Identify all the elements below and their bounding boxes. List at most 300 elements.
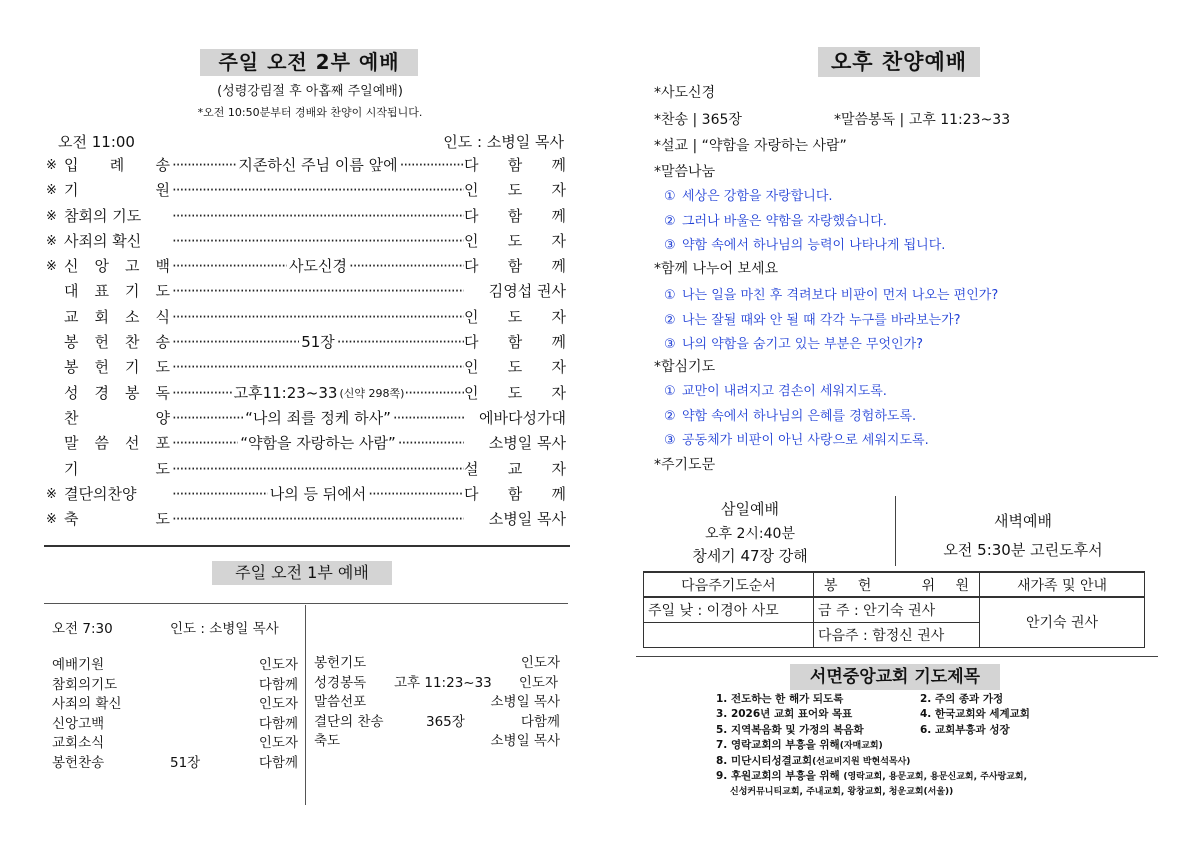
creed: *사도신경 <box>654 85 716 101</box>
duty-header-char: 봉 <box>824 577 838 594</box>
item-leader: 다함께 <box>258 715 298 732</box>
order-item-name <box>64 381 170 406</box>
item-leader: 소병일 목사 <box>490 733 560 749</box>
item-name: 예배기원 <box>52 657 105 673</box>
order-item-content <box>172 178 464 203</box>
order-item-content <box>172 406 464 431</box>
prayer_items-item <box>664 380 1164 405</box>
prayer-topics <box>716 692 1146 800</box>
duty-header-prayer: 다음주기도순서 <box>644 572 814 597</box>
item-text: 교만이 내려지고 겸손이 세워지도록. <box>682 384 887 399</box>
prayer-topic-row <box>716 707 1146 722</box>
order-row <box>46 279 570 304</box>
order-item-char: 회 <box>94 307 109 326</box>
order-item-char: 표 <box>94 282 109 301</box>
order-row <box>46 457 570 482</box>
item-text: 나는 잘될 때와 안 될 때 각각 누구를 바라보는가? <box>682 312 961 328</box>
prayer-topic-row <box>716 738 1146 753</box>
duty-header-guide: 새가족 및 안내 <box>980 572 1145 597</box>
discuss-title: *함께 나누어 보세요 <box>654 261 779 277</box>
order-item-content <box>172 305 464 330</box>
discuss_items-item <box>664 309 1164 334</box>
wednesday-service <box>650 498 850 566</box>
order-item-char: 도 <box>155 459 170 478</box>
item-leader: 소병일 목사 <box>490 694 560 710</box>
wednesday-time: 오후 2시:40분 <box>705 526 795 542</box>
leader-text: 께 <box>551 484 566 503</box>
prayer-items <box>664 380 1164 454</box>
offering-this-week: 금 주 : 안기숙 권사 <box>814 597 980 622</box>
prayer-topic: 8. 미단시티성결교회 <box>716 754 813 767</box>
discuss-list <box>664 284 1164 358</box>
leader-dots <box>172 507 464 532</box>
leader-text: 다 <box>464 156 479 174</box>
order-row <box>46 482 570 507</box>
prayer-topic-note: (자매교회) <box>839 741 883 752</box>
hymn: *찬송 | 365장 <box>654 112 742 128</box>
order-item-char: 입 <box>64 156 79 174</box>
leader-text: 다 <box>464 333 479 352</box>
item-name: 봉헌기도 <box>314 655 367 671</box>
order-item-name <box>64 431 170 456</box>
first-service-row <box>52 653 300 673</box>
order-item-leader <box>464 279 566 304</box>
item-leader: 인도자 <box>258 735 298 751</box>
circled-number: ② <box>664 213 676 229</box>
leader-text: 함 <box>507 257 523 276</box>
leader-dots <box>393 406 464 431</box>
prayer-topic: 3. 2026년 교회 표어와 목표 <box>716 708 853 721</box>
offering-next-week: 다음주 : 함정신 권사 <box>814 622 980 647</box>
order-item-name <box>64 330 170 355</box>
leader-text: 소병일 목사 <box>488 510 566 529</box>
order-item-char: 앙 <box>94 257 109 276</box>
duty-header-row <box>644 572 1145 597</box>
share-title: *말씀나눔 <box>654 164 716 180</box>
prayer_items-item <box>664 429 1164 454</box>
order-item-content <box>172 482 464 507</box>
afternoon-service-title: 오후 찬양예배 <box>818 47 980 77</box>
leader-dots <box>172 355 464 380</box>
leader-dots <box>398 431 464 456</box>
leader-text: 께 <box>551 257 566 276</box>
share_items-item <box>664 185 1164 210</box>
item-detail: 고후 11:23~33 <box>394 674 492 691</box>
item-leader: 인도자 <box>518 674 558 691</box>
order-item-char: 독 <box>155 383 170 402</box>
order-item-char: 찬 <box>125 333 140 352</box>
dawn-text: 오전 5:30분 고린도후서 <box>943 541 1103 559</box>
circled-number: ② <box>664 312 676 328</box>
order-item-char: 백 <box>155 257 170 276</box>
prayer-topic: 6. 교회부흥과 성장 <box>920 723 1010 736</box>
leader-text: 께 <box>551 206 566 225</box>
prayer-topic: 4. 한국교회와 세계교회 <box>920 708 1030 721</box>
order-item-text: 사도신경 <box>289 257 347 276</box>
order-item-char: 교 <box>64 307 79 326</box>
item-leader: 인도자 <box>520 655 560 671</box>
leader-dots <box>349 254 464 279</box>
first-service-row <box>314 671 560 691</box>
circled-number: ① <box>664 384 676 399</box>
prayer-topic: 1. 전도하는 한 해가 되도록 <box>716 693 844 705</box>
leader-dots <box>172 381 232 406</box>
duty-row <box>644 597 1145 622</box>
first-service-row <box>52 712 300 732</box>
circled-number: ① <box>664 189 676 204</box>
share-list <box>664 185 1164 259</box>
leader-text: 도 <box>507 307 523 326</box>
item-leader: 인도자 <box>258 657 298 673</box>
order-item-leader <box>464 457 566 482</box>
leader-text: 인 <box>464 181 479 200</box>
next-week-prayer: 주일 낮 : 이경아 사모 <box>644 597 814 622</box>
order-item-char: 결단의찬양 <box>64 484 137 503</box>
order-item-text: “나의 죄를 정케 하사” <box>245 408 391 427</box>
hymn-reading-row <box>654 109 1154 129</box>
duty-header-offering <box>814 572 980 597</box>
prayer-title: *합심기도 <box>654 359 716 375</box>
item-detail: 365장 <box>426 713 465 730</box>
guide-name: 안기숙 권사 <box>980 597 1145 647</box>
order-item-content <box>172 457 464 482</box>
first-service-row <box>52 731 300 751</box>
duty-table <box>643 571 1145 648</box>
order-item-content <box>172 431 464 456</box>
leader-text: 함 <box>507 156 523 174</box>
order-item-text: “약함을 자랑하는 사람” <box>240 434 396 453</box>
leader-text: 다 <box>464 257 479 276</box>
leader-text: 자 <box>551 358 566 377</box>
order-row <box>46 330 570 355</box>
leader-dots <box>172 482 268 507</box>
leader-dots <box>400 153 464 178</box>
prayer-list-title: 서면중앙교회 기도제목 <box>790 664 1000 690</box>
order-item-name <box>64 254 170 279</box>
share_items-item <box>664 210 1164 235</box>
order-row <box>46 178 570 203</box>
order-item-name <box>64 507 170 532</box>
first-service-row <box>52 692 300 712</box>
leader-text: 자 <box>551 383 566 402</box>
leader-text: 김영섭 권사 <box>488 282 566 301</box>
order-item-char: 헌 <box>94 333 109 352</box>
order-item-name <box>64 229 170 254</box>
leader-text: 다 <box>464 484 479 503</box>
order-item-name <box>64 482 170 507</box>
leader-text: 인 <box>464 231 479 250</box>
order-item-leader <box>464 330 566 355</box>
prayer-topic-row <box>716 723 1146 738</box>
item-detail: 51장 <box>170 754 201 771</box>
first-service-leader: 인도 : 소병일 목사 <box>170 621 279 637</box>
leader-text: 설 <box>464 459 479 478</box>
order-item-name <box>64 457 170 482</box>
leader-text: 자 <box>551 307 566 326</box>
order-item-content <box>172 355 464 380</box>
wednesday-text: 창세기 47장 강해 <box>692 547 808 565</box>
leader-text: 다 <box>464 206 479 225</box>
first-service-row <box>52 673 300 693</box>
item-text: 나는 일을 마친 후 격려보다 비판이 먼저 나오는 편인가? <box>682 288 999 303</box>
circled-number: ③ <box>664 238 676 253</box>
first-service-row <box>314 729 560 749</box>
order-item-char: 봉 <box>125 383 140 402</box>
order-item-name <box>64 305 170 330</box>
order-item-char: 송 <box>155 156 170 174</box>
order-item-leader <box>464 153 566 178</box>
dawn-service <box>908 510 1138 560</box>
circled-number: ② <box>664 408 676 424</box>
item-leader: 다함께 <box>520 713 560 730</box>
order-item-name <box>64 355 170 380</box>
duty-header-char: 위 <box>921 577 936 594</box>
order-row <box>46 431 570 456</box>
order-item-char: 씀 <box>94 434 109 453</box>
order-row <box>46 305 570 330</box>
order-item-leader <box>464 254 566 279</box>
prayer_items-item <box>664 405 1164 430</box>
order-item-leader <box>464 406 566 431</box>
item-text: 나의 약함을 숨기고 있는 부분은 무엇인가? <box>682 337 924 352</box>
sermon: *설교 | “약함을 자랑하는 사람” <box>654 138 847 154</box>
circled-number: ① <box>664 288 676 303</box>
leader-text: 교 <box>507 459 523 478</box>
order-item-content <box>172 153 464 178</box>
item-name: 결단의 찬송 <box>314 713 384 730</box>
order-item-name <box>64 178 170 203</box>
order-item-name <box>64 204 170 229</box>
leader-dots <box>368 482 464 507</box>
order-item-char: 기 <box>64 459 79 478</box>
prayer-topic: 5. 지역복음화 및 가정의 복음화 <box>716 723 864 736</box>
order-item-text: 고후11:23~33 <box>233 383 338 402</box>
order-item-text: 51장 <box>301 333 335 352</box>
order-item-char: 대 <box>64 282 79 301</box>
circled-number: ③ <box>664 337 676 352</box>
order-item-char: 기 <box>125 282 140 301</box>
item-name: 축도 <box>314 733 341 749</box>
order-item-char: 경 <box>94 383 109 402</box>
order-item-content <box>172 279 464 304</box>
first-service-row <box>52 751 300 771</box>
order-item-char: 양 <box>155 408 170 427</box>
order-item-leader <box>464 229 566 254</box>
order-item-char: 송 <box>155 333 170 352</box>
order-item-char: 소 <box>125 307 140 326</box>
order-of-worship <box>46 153 570 532</box>
leader-text: 께 <box>551 156 566 174</box>
first-service-right <box>314 651 560 749</box>
order-item-content <box>172 204 464 229</box>
leader-text: 도 <box>507 181 523 200</box>
column-divider <box>895 496 896 566</box>
leader-text: 인 <box>464 358 479 377</box>
discuss_items-item <box>664 284 1164 309</box>
item-leader: 다함께 <box>258 754 298 771</box>
item-name: 성경봉독 <box>314 674 367 691</box>
item-text: 그러나 바울은 약함을 자랑했습니다. <box>682 213 887 229</box>
leader-dots <box>172 305 464 330</box>
first-service-title: 주일 오전 1부 예배 <box>212 561 392 585</box>
order-row <box>46 355 570 380</box>
order-row <box>46 406 570 431</box>
order-row <box>46 381 570 406</box>
second-service-title: 주일 오전 2부 예배 <box>200 49 418 76</box>
discuss_items-item <box>664 333 1164 358</box>
required-mark: ※ <box>46 158 57 173</box>
leader-text: 함 <box>507 484 523 503</box>
item-text: 약함 속에서 하나님의 은혜를 경험하도록. <box>682 408 917 424</box>
first-service-row <box>314 710 560 730</box>
order-item-char: 봉 <box>64 358 79 377</box>
leader-dots <box>172 330 299 355</box>
required-mark: ※ <box>46 259 57 275</box>
item-name: 사죄의 확신 <box>52 696 122 712</box>
dawn-title: 새벽예배 <box>994 512 1052 530</box>
order-item-text: 지존하신 주님 이름 앞에 <box>238 156 398 174</box>
leader-dots <box>172 153 236 178</box>
order-item-text: 나의 등 뒤에서 <box>269 484 367 503</box>
leader-text: 도 <box>507 358 523 377</box>
order-item-name <box>64 406 170 431</box>
service-subtitle: (성령강림절 후 아홉째 주일예배) <box>217 84 403 99</box>
first-service-time: 오전 7:30 <box>52 621 113 637</box>
leader-text: 인 <box>464 307 479 326</box>
leader-text: 께 <box>551 333 566 352</box>
order-item-char: 찬 <box>64 408 79 427</box>
prayer-topic-note: (선교비지원 박현석목사) <box>812 756 911 767</box>
service-time-row <box>58 131 568 153</box>
order-item-name <box>64 153 170 178</box>
order-item-char: 원 <box>155 181 170 200</box>
service-leader: 인도 : 소병일 목사 <box>443 133 564 151</box>
order-item-char: 고 <box>125 257 140 276</box>
item-leader: 다함께 <box>258 676 298 693</box>
item-name: 교회소식 <box>52 735 105 751</box>
order-item-leader <box>464 204 566 229</box>
divider <box>44 603 568 604</box>
prayer-topic-row <box>716 692 1146 707</box>
item-name: 참회의기도 <box>52 676 118 693</box>
item-text: 공동체가 비판이 아닌 사랑으로 세워지도록. <box>682 433 929 448</box>
order-item-char: 포 <box>155 434 170 453</box>
item-name: 말씀선포 <box>314 694 367 710</box>
order-item-leader <box>464 381 566 406</box>
duty-header-char: 헌 <box>857 577 872 594</box>
order-item-char: 성 <box>64 383 79 402</box>
order-item-content <box>172 330 464 355</box>
prayer-topic-note: 신성커뮤니티교회, 주내교회, 왕창교회, 청운교회(서울)) <box>730 787 954 798</box>
prayer-topic: 2. 주의 종과 가정 <box>920 693 1004 705</box>
leader-dots <box>172 229 464 254</box>
leader-text: 도 <box>507 383 523 402</box>
order-item-content <box>172 507 464 532</box>
first-service-left <box>52 617 300 770</box>
order-item-char: 선 <box>125 434 140 453</box>
order-item-leader <box>464 482 566 507</box>
prayer-topic-row <box>716 784 1146 799</box>
order-item-name <box>64 279 170 304</box>
leader-dots <box>172 254 287 279</box>
item-text: 세상은 강함을 자랑합니다. <box>682 189 833 204</box>
order-item-char: 참회의 기도 <box>64 206 142 225</box>
order-row <box>46 153 570 178</box>
first-service-row <box>314 690 560 710</box>
leader-dots <box>172 279 464 304</box>
order-item-leader <box>464 431 566 456</box>
order-item-leader <box>464 507 566 532</box>
leader-text: 자 <box>551 231 566 250</box>
duty-header-char: 원 <box>955 577 969 594</box>
order-item-char: 신 <box>64 257 79 276</box>
divider <box>44 545 570 547</box>
share_items-item <box>664 234 1164 259</box>
order-item-char: 도 <box>155 358 170 377</box>
order-item-char: 기 <box>64 181 79 200</box>
leader-dots <box>172 406 243 431</box>
order-item-leader <box>464 355 566 380</box>
page-reference: (신약 298쪽) <box>339 386 405 400</box>
order-item-char: 기 <box>125 358 140 377</box>
order-item-char: 도 <box>155 282 170 301</box>
leader-dots <box>172 457 464 482</box>
order-item-char: 축 <box>64 510 79 529</box>
required-mark: ※ <box>46 183 57 199</box>
order-item-char: 말 <box>64 434 79 453</box>
empty-cell <box>644 622 814 647</box>
required-mark: ※ <box>46 233 57 249</box>
order-item-char: 례 <box>109 156 125 174</box>
leader-dots <box>404 381 464 406</box>
divider <box>636 656 1158 657</box>
item-name: 봉헌찬송 <box>52 754 105 771</box>
leader-text: 자 <box>551 181 566 200</box>
wednesday-title: 삼일예배 <box>721 500 779 518</box>
prayer-topic: 9. 후원교회의 부흥을 위해 <box>716 769 844 782</box>
leader-text: 자 <box>551 459 566 478</box>
order-item-content <box>172 229 464 254</box>
first-service-row <box>314 651 560 671</box>
prayer-topic-row <box>716 754 1146 769</box>
order-item-content <box>172 381 464 406</box>
order-item-char: 식 <box>155 307 170 326</box>
order-item-leader <box>464 305 566 330</box>
item-text: 약함 속에서 하나님의 능력이 나타나게 됩니다. <box>682 238 946 253</box>
leader-dots <box>337 330 464 355</box>
order-row <box>46 254 570 279</box>
leader-text: 소병일 목사 <box>488 434 566 453</box>
leader-dots <box>172 178 464 203</box>
item-name: 신앙고백 <box>52 715 105 732</box>
first-service-header <box>52 617 300 637</box>
column-divider <box>305 605 306 805</box>
required-mark: ※ <box>46 486 57 502</box>
order-item-leader <box>464 178 566 203</box>
prayer-topic-note: (영락교회, 용문교회, 용문신교회, 주사랑교회, <box>843 771 1028 782</box>
praise-note: *오전 10:50분부터 경배와 찬양이 시작됩니다. <box>197 106 423 119</box>
order-row <box>46 507 570 532</box>
service-time: 오전 11:00 <box>58 133 135 151</box>
required-mark: ※ <box>46 208 57 224</box>
scripture-reading: *말씀봉독 | 고후 11:23~33 <box>834 112 1011 128</box>
leader-dots <box>172 204 464 229</box>
lords-prayer: *주기도문 <box>654 457 716 473</box>
leader-text: 함 <box>507 206 523 225</box>
leader-text: 도 <box>507 231 523 250</box>
prayer-topic-row <box>716 769 1146 784</box>
prayer-topic: 7. 영락교회의 부흥을 위해 <box>716 739 840 752</box>
